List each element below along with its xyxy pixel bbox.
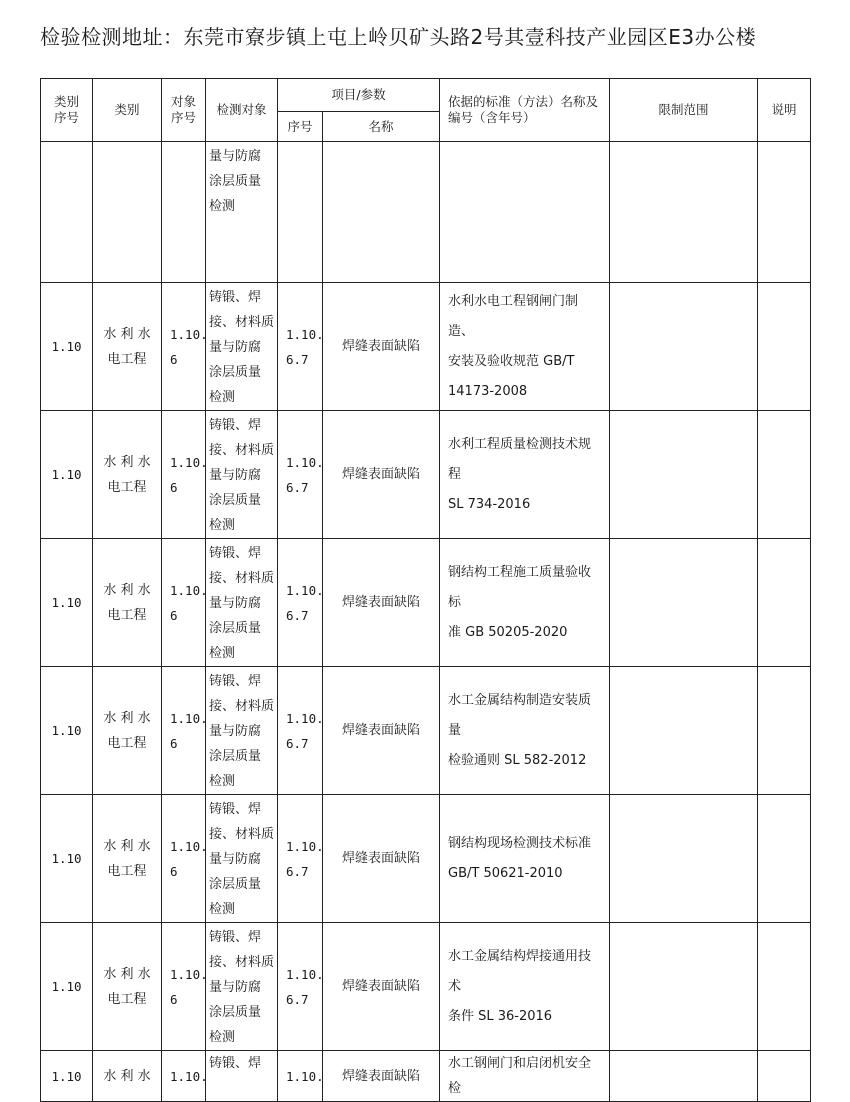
cell-category xyxy=(93,142,162,283)
cell-object: 铸锻、焊 接、材料质 量与防腐 涂层质量 检测 xyxy=(206,795,278,923)
cell-category-no: 1.10 xyxy=(41,795,93,923)
cell-category-no xyxy=(41,142,93,283)
cell-object-no: 1.10. 6 xyxy=(162,795,206,923)
cell-standard: 水工金属结构焊接通用技术 条件 SL 36-2016 xyxy=(440,923,610,1051)
cell-standard: 水利工程质量检测技术规程 SL 734-2016 xyxy=(440,411,610,539)
cell-item-no xyxy=(278,142,323,283)
cell-object: 铸锻、焊 接、材料质 量与防腐 涂层质量 检测 xyxy=(206,283,278,411)
cell-standard: 钢结构工程施工质量验收标 准 GB 50205-2020 xyxy=(440,539,610,667)
cell-item-name: 焊缝表面缺陷 xyxy=(323,539,440,667)
cell-note xyxy=(758,539,811,667)
cell-limit xyxy=(610,1051,758,1102)
cell-category: 水 利 水 电工程 xyxy=(93,539,162,667)
cell-category: 水 利 水 电工程 xyxy=(93,283,162,411)
header-object: 检测对象 xyxy=(206,79,278,142)
cell-standard: 水利水电工程钢闸门制造、 安装及验收规范 GB/T 14173-2008 xyxy=(440,283,610,411)
header-limit: 限制范围 xyxy=(610,79,758,142)
table-row xyxy=(41,923,811,1051)
cell-object: 铸锻、焊 接、材料质 量与防腐 涂层质量 检测 xyxy=(206,667,278,795)
cell-limit xyxy=(610,539,758,667)
cell-object-no: 1.10. 6 xyxy=(162,667,206,795)
table-row-continuation xyxy=(41,142,811,283)
cell-item-name: 焊缝表面缺陷 xyxy=(323,1051,440,1102)
cell-category-no: 1.10 xyxy=(41,667,93,795)
cell-standard: 钢结构现场检测技术标准 GB/T 50621-2010 xyxy=(440,795,610,923)
cell-note xyxy=(758,142,811,283)
cell-limit xyxy=(610,795,758,923)
cell-item-no: 1.10. 6.7 xyxy=(278,283,323,411)
cell-item-name: 焊缝表面缺陷 xyxy=(323,667,440,795)
cell-object: 铸锻、焊 接、材料质 量与防腐 涂层质量 检测 xyxy=(206,411,278,539)
table-row xyxy=(41,539,811,667)
cell-standard: 水工钢闸门和启闭机安全检 xyxy=(440,1051,610,1102)
cell-limit xyxy=(610,283,758,411)
header-category-no: 类别 序号 xyxy=(41,79,93,142)
cell-category-no: 1.10 xyxy=(41,1051,93,1102)
cell-category: 水 利 水 电工程 xyxy=(93,795,162,923)
header-object-no: 对象 序号 xyxy=(162,79,206,142)
cell-note xyxy=(758,283,811,411)
cell-item-no: 1.10. 6.7 xyxy=(278,411,323,539)
table-row xyxy=(41,667,811,795)
cell-note xyxy=(758,795,811,923)
header-category: 类别 xyxy=(93,79,162,142)
cell-item-no: 1.10. xyxy=(278,1051,323,1102)
cell-object: 铸锻、焊 xyxy=(206,1051,278,1102)
cell-object-no: 1.10. xyxy=(162,1051,206,1102)
cell-limit xyxy=(610,667,758,795)
cell-item-no: 1.10. 6.7 xyxy=(278,923,323,1051)
cell-item-no: 1.10. 6.7 xyxy=(278,795,323,923)
cell-category: 水 利 水 电工程 xyxy=(93,923,162,1051)
inspection-address: 检验检测地址：东莞市寮步镇上屯上岭贝矿头路2号其壹科技产业园区E3办公楼 xyxy=(40,25,757,49)
cell-limit xyxy=(610,411,758,539)
cell-item-no: 1.10. 6.7 xyxy=(278,539,323,667)
cell-item-name: 焊缝表面缺陷 xyxy=(323,923,440,1051)
header-item-no: 序号 xyxy=(278,112,323,142)
cell-note xyxy=(758,923,811,1051)
table-row xyxy=(41,795,811,923)
table-row xyxy=(41,283,811,411)
cell-category-no: 1.10 xyxy=(41,411,93,539)
table-row xyxy=(41,411,811,539)
cell-object: 量与防腐 涂层质量 检测 xyxy=(206,142,278,283)
cell-note xyxy=(758,1051,811,1102)
header-note: 说明 xyxy=(758,79,811,142)
cell-category: 水 利 水 电工程 xyxy=(93,667,162,795)
cell-standard: 水工金属结构制造安装质量 检验通则 SL 582-2012 xyxy=(440,667,610,795)
cell-object-no: 1.10. 6 xyxy=(162,283,206,411)
cell-standard xyxy=(440,142,610,283)
cell-limit xyxy=(610,142,758,283)
cell-category: 水 利 水 电工程 xyxy=(93,411,162,539)
cell-item-name: 焊缝表面缺陷 xyxy=(323,795,440,923)
cell-object-no: 1.10. 6 xyxy=(162,411,206,539)
cell-note xyxy=(758,411,811,539)
cell-item-name: 焊缝表面缺陷 xyxy=(323,283,440,411)
header-standard: 依据的标准（方法）名称及 编号（含年号） xyxy=(440,79,610,142)
cell-object-no xyxy=(162,142,206,283)
header-item-group: 项目/参数 xyxy=(278,79,440,112)
table-row-partial xyxy=(41,1051,811,1102)
cell-object-no: 1.10. 6 xyxy=(162,923,206,1051)
cell-category-no: 1.10 xyxy=(41,923,93,1051)
cell-limit xyxy=(610,923,758,1051)
cell-category: 水 利 水 xyxy=(93,1051,162,1102)
header-item-name: 名称 xyxy=(323,112,440,142)
cell-item-name: 焊缝表面缺陷 xyxy=(323,411,440,539)
cell-note xyxy=(758,667,811,795)
cell-item-no: 1.10. 6.7 xyxy=(278,667,323,795)
cell-object-no: 1.10. 6 xyxy=(162,539,206,667)
scope-table xyxy=(40,78,811,1102)
cell-category-no: 1.10 xyxy=(41,539,93,667)
cell-category-no: 1.10 xyxy=(41,283,93,411)
cell-object: 铸锻、焊 接、材料质 量与防腐 涂层质量 检测 xyxy=(206,923,278,1051)
cell-object: 铸锻、焊 接、材料质 量与防腐 涂层质量 检测 xyxy=(206,539,278,667)
cell-item-name xyxy=(323,142,440,283)
